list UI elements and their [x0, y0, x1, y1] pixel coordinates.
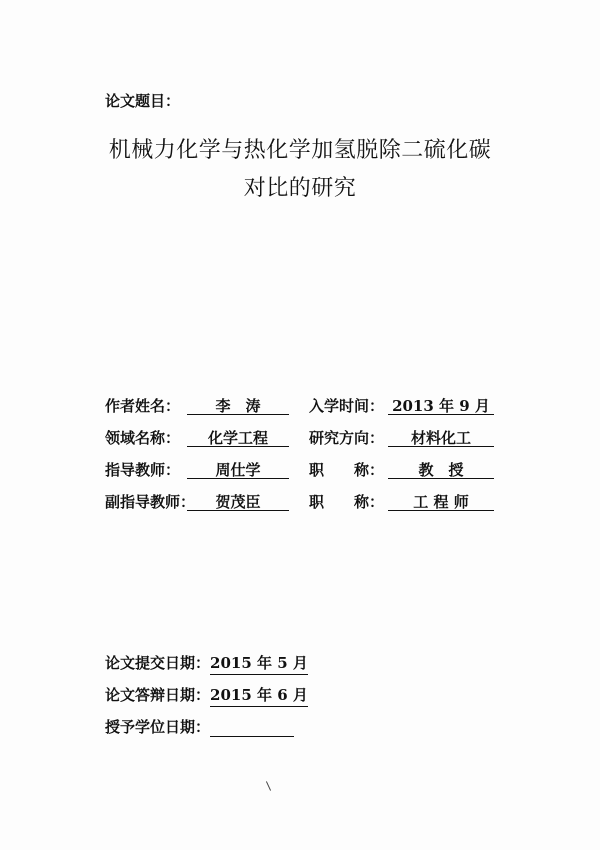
author-label: 作者姓名： [105, 397, 181, 415]
field-value: 化学工程 [187, 427, 289, 447]
info-row-coadvisor [0, 491, 600, 515]
degree-date-row [105, 716, 294, 740]
defense-date-value: 2015 年 6 月 [210, 684, 308, 707]
info-row-advisor [0, 459, 600, 483]
enroll-time-value: 2013 年 9 月 [388, 395, 494, 415]
scan-mark [266, 781, 271, 790]
thesis-title-line-1: 机械力化学与热化学加氢脱除二硫化碳 [108, 138, 492, 163]
advisor-value: 周仕学 [187, 459, 289, 479]
coadvisor-value: 贺茂臣 [187, 491, 289, 511]
advisor-title-label: 职 称： [309, 461, 385, 479]
author-value: 李 涛 [187, 395, 289, 415]
submit-date-row [105, 652, 308, 676]
info-row-author [0, 395, 600, 419]
direction-value: 材料化工 [388, 427, 494, 447]
submit-date-label: 论文提交日期： [105, 654, 211, 672]
field-label: 领域名称： [105, 429, 181, 447]
advisor-label: 指导教师： [105, 461, 181, 479]
degree-date-blank [210, 719, 294, 737]
advisor-title-value: 教 授 [388, 459, 494, 479]
thesis-title-line-2: 对比的研究 [243, 176, 357, 201]
info-row-field [0, 427, 600, 451]
coadvisor-title-label: 职 称： [309, 493, 385, 511]
direction-label: 研究方向： [309, 429, 385, 447]
enroll-time-label: 入学时间： [309, 397, 385, 415]
defense-date-label: 论文答辩日期： [105, 686, 211, 704]
coadvisor-label: 副指导教师： [105, 493, 196, 511]
defense-date-row [105, 684, 308, 708]
coadvisor-title-value: 工 程 师 [388, 491, 494, 511]
submit-date-value: 2015 年 5 月 [210, 652, 308, 675]
degree-date-label: 授予学位日期： [105, 718, 211, 736]
thesis-topic-label: 论文题目： [105, 92, 181, 110]
